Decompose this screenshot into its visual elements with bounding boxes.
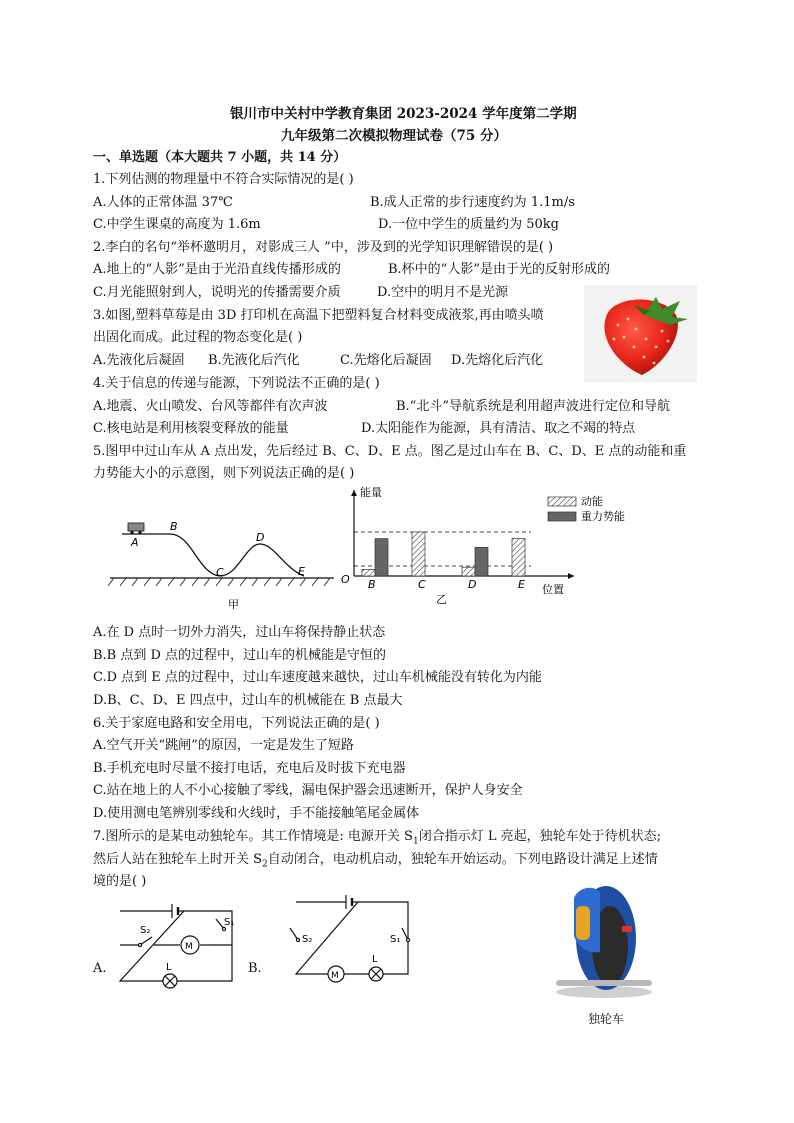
x-tick-E: E bbox=[518, 578, 525, 591]
foot-pedal bbox=[556, 980, 652, 986]
q4-option-c: C.核电站是利用核裂变释放的能量 bbox=[93, 421, 289, 436]
point-d: D bbox=[256, 531, 265, 544]
circuit-a-frame bbox=[120, 911, 235, 981]
legend-label-kinetic: 动能 bbox=[581, 495, 603, 508]
circuit-a bbox=[112, 895, 240, 995]
q2-option-c: C.月光能照射到人，说明光的传播需要介质 bbox=[93, 285, 341, 300]
q6-stem: 6.关于家庭电路和安全用电，下列说法正确的是( ) bbox=[93, 716, 380, 731]
bar-potential-B bbox=[375, 539, 388, 576]
label-m-b: M bbox=[331, 971, 339, 981]
exam-title: 银川市中关村中学教育集团 2023-2024 学年度第二学期 bbox=[230, 106, 577, 122]
q1-option-c: C.中学生课桌的高度为 1.6m bbox=[93, 217, 261, 232]
q6-option-b: B.手机充电时尽量不接打电话，充电后及时拔下充电器 bbox=[93, 761, 406, 776]
q3-option-c: C.先熔化后凝固 bbox=[340, 353, 432, 368]
side-panel bbox=[576, 906, 590, 940]
circuit-b bbox=[288, 890, 416, 990]
figure-caption-jia: 甲 bbox=[228, 598, 239, 611]
ground-hatch bbox=[108, 578, 330, 586]
cart bbox=[128, 523, 144, 531]
legend-swatch-kinetic bbox=[548, 497, 576, 506]
q2-option-a: A.地上的“人影”是由于光沿直线传播形成的 bbox=[93, 262, 341, 277]
q7-stem-line3: 境的是( ) bbox=[93, 874, 147, 889]
q1-option-d: D.一位中学生的质量约为 50kg bbox=[378, 217, 559, 232]
q3-option-a: A.先液化后凝固 bbox=[93, 353, 185, 368]
label-m-a: M bbox=[185, 942, 193, 952]
q3-option-d: D.先熔化后汽化 bbox=[451, 353, 544, 368]
q7-option-b-label: B. bbox=[248, 961, 262, 976]
q1-option-b: B.成人正常的步行速度约为 1.1m/s bbox=[370, 195, 575, 210]
q1-stem: 1.下列估测的物理量中不符合实际情况的是( ) bbox=[93, 172, 354, 187]
label-l-a: L bbox=[166, 962, 172, 973]
label-s1-a: S₁ bbox=[224, 917, 235, 928]
q5-option-a: A.在 D 点时一切外力消失，过山车将保持静止状态 bbox=[93, 625, 386, 640]
point-c: C bbox=[216, 566, 224, 579]
q7-option-a-label: A. bbox=[93, 961, 107, 976]
y-axis-label: 能量 bbox=[360, 486, 382, 499]
q5-stem-line2: 力势能大小的示意图，则下列说法正确的是( ) bbox=[93, 466, 355, 481]
point-a: A bbox=[131, 536, 139, 549]
bar-potential-D bbox=[475, 547, 488, 576]
q4-stem: 4.关于信息的传递与能源，下列说法不正确的是( ) bbox=[93, 376, 380, 391]
label-s2-b: S₂ bbox=[302, 934, 313, 945]
q7-stem-line1: 7.图所示的是某电动独轮车。其工作情境是: 电源开关 $S_1$闭合指示灯 L 亮起，独轮车处于待机状态; bbox=[93, 829, 661, 847]
bar-kinetic-B bbox=[362, 569, 375, 576]
point-e: E bbox=[298, 565, 305, 578]
origin-label: O bbox=[341, 573, 350, 586]
q3-stem-line1: 3.如图,塑料草莓是由 3D 打印机在高温下把塑料复合材料变成液浆,再由喷头喷 bbox=[93, 308, 544, 323]
exam-subtitle: 九年级第二次模拟物理试卷（75 分） bbox=[281, 128, 507, 144]
q5-option-b: B.B 点到 D 点的过程中，过山车的机械能是守恒的 bbox=[93, 648, 387, 663]
q5-option-d: D.B、C、D、E 四点中，过山车的机械能在 B 点最大 bbox=[93, 693, 403, 708]
x-tick-C: C bbox=[418, 578, 426, 591]
q4-option-d: D.太阳能作为能源，具有清洁、取之不竭的特点 bbox=[361, 421, 636, 436]
x-axis-label: 位置 bbox=[542, 583, 564, 596]
q5-stem-line1: 5.图甲中过山车从 A 点出发，先后经过 B、C、D、E 点。图乙是过山车在 B、C、D、E 点的动能和重 bbox=[93, 444, 687, 459]
bar-kinetic-E bbox=[512, 539, 525, 576]
label-l-b: L bbox=[372, 954, 378, 965]
q2-stem: 2.李白的名句“举杯邀明月，对影成三人 ”中，涉及到的光学知识理解错误的是( ) bbox=[93, 240, 554, 255]
x-tick-D: D bbox=[468, 578, 477, 591]
q2-option-b: B.杯中的“人影”是由于光的反射形成的 bbox=[388, 262, 610, 277]
energy-bar-chart bbox=[336, 484, 676, 606]
legend-label-potential: 重力势能 bbox=[581, 510, 625, 523]
unicycle-caption: 独轮车 bbox=[588, 1012, 625, 1026]
q6-option-d: D.使用测电笔辨别零线和火线时，手不能接触笔尾金属体 bbox=[93, 806, 420, 821]
q7-stem-line2: 然后人站在独轮车上时开关 $S_2$自动闭合，电动机启动，独轮车开始运动。下列电路设计满足上述情 bbox=[93, 852, 658, 870]
q6-option-a: A.空气开关“跳闸”的原因，一定是发生了短路 bbox=[93, 738, 354, 753]
strawberry-image bbox=[584, 285, 697, 382]
track-curve bbox=[122, 534, 304, 576]
q2-option-d: D.空中的明月不是光源 bbox=[377, 285, 509, 300]
label-s2-a: S₂ bbox=[140, 925, 151, 936]
figure-caption-yi: 乙 bbox=[436, 593, 447, 606]
q5-option-c: C.D 点到 E 点的过程中，过山车速度越来越快，过山车机械能没有转化为内能 bbox=[93, 670, 542, 685]
electric-unicycle-image bbox=[548, 874, 660, 1006]
legend-swatch-potential bbox=[548, 512, 576, 521]
bar-kinetic-D bbox=[462, 567, 475, 576]
q3-option-b: B.先液化后汽化 bbox=[208, 353, 300, 368]
section-heading: 一、单选题（本大题共 7 小题，共 14 分） bbox=[93, 150, 347, 165]
q4-option-a: A.地震、火山喷发、台风等都伴有次声波 bbox=[93, 399, 328, 414]
q1-option-a: A.人体的正常体温 37℃ bbox=[93, 195, 233, 210]
legend bbox=[548, 494, 625, 523]
bar-kinetic-C bbox=[412, 532, 425, 576]
roller-coaster-figure bbox=[108, 516, 338, 616]
label-s1-b: S₁ bbox=[390, 934, 401, 945]
q6-option-c: C.站在地上的人不小心接触了零线，漏电保护器会迅速断开，保护人身安全 bbox=[93, 783, 523, 798]
x-tick-B: B bbox=[368, 578, 376, 591]
q3-stem-line2: 出固化而成。此过程的物态变化是( ) bbox=[93, 330, 303, 345]
point-b: B bbox=[170, 520, 178, 533]
q4-option-b: B.“北斗”导航系统是利用超声波进行定位和导航 bbox=[396, 399, 670, 414]
